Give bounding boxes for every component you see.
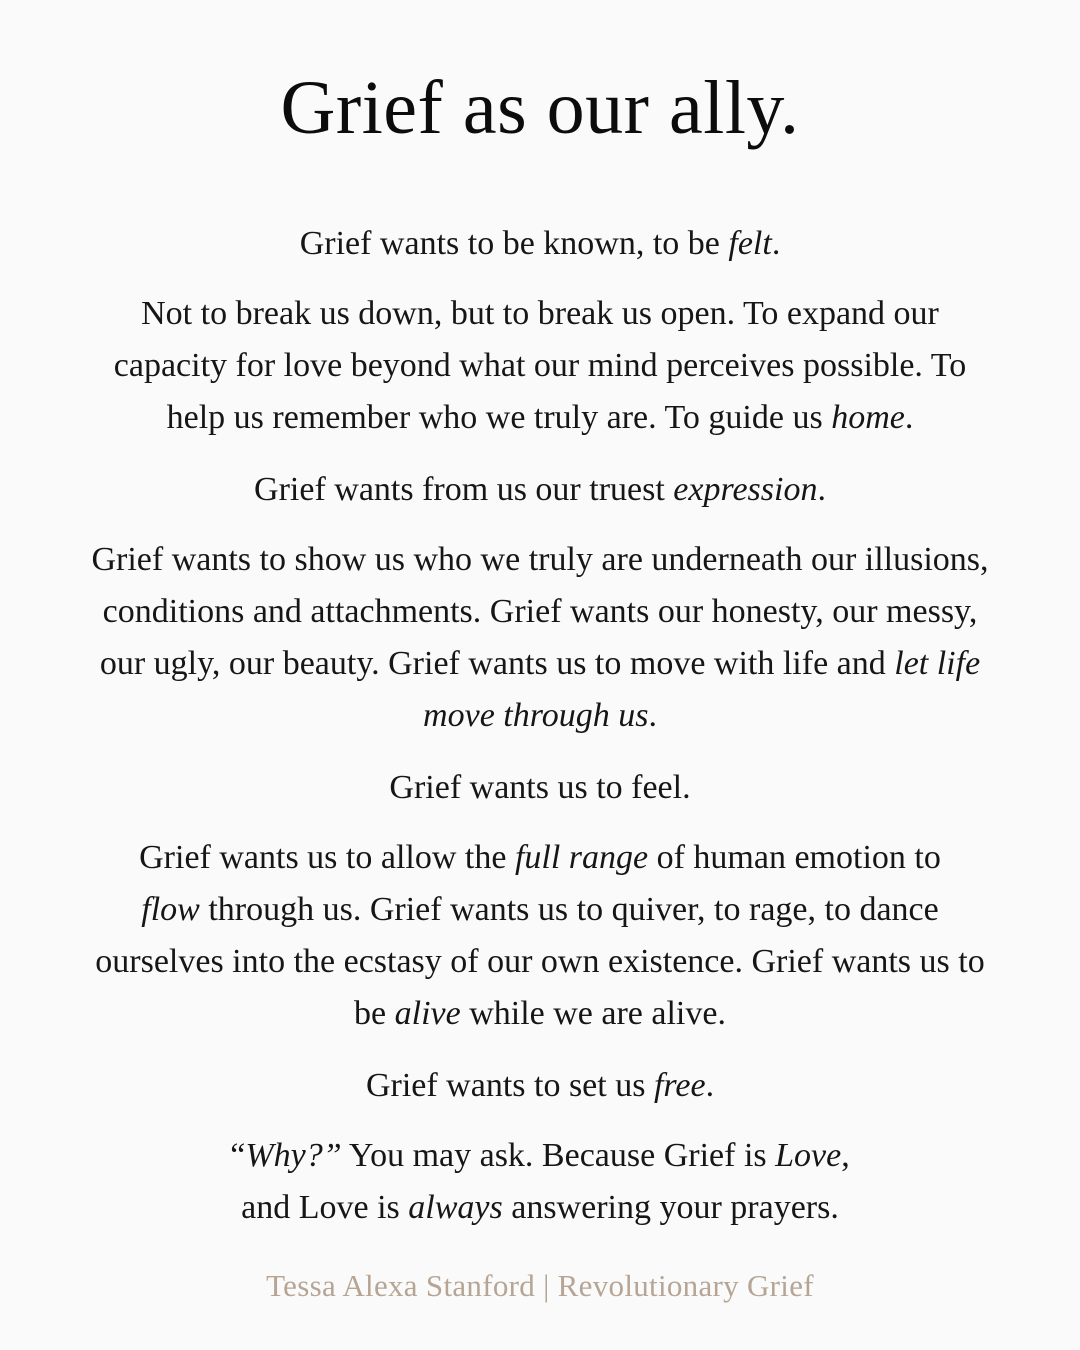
page-title: Grief as our ally. [280, 66, 800, 150]
paragraph-set-free [90, 1060, 990, 1112]
paragraph-text: . [771, 225, 781, 262]
paragraph-text: . [904, 399, 914, 436]
emphasis-text: home [831, 399, 905, 436]
paragraph-text: . [705, 1067, 715, 1104]
paragraph-text: , [841, 1137, 850, 1174]
emphasis-text: always [408, 1189, 503, 1226]
paragraph-full-range [90, 832, 990, 1040]
emphasis-text: alive [394, 995, 461, 1032]
paragraph-known-felt [90, 218, 990, 270]
paragraph-text: Grief wants us to allow the [139, 839, 515, 876]
paragraph-text: of human emotion to [648, 839, 941, 876]
paragraph-text: Grief wants from us our truest [254, 471, 674, 508]
paragraph-text: Grief wants to show us who we truly are underneath our illusions, conditions and attachments. Grief wants our honesty, our messy, our ugly, our beauty. Grief wants us to move with life and [91, 541, 989, 682]
paragraph-text: “ [230, 1137, 246, 1174]
emphasis-text: Why?” [245, 1137, 342, 1174]
paragraph-text: Not to break us down, but to break us open. To expand our capacity for love beyond what our mind perceives possible. To help us remember who we truly are. To guide us [113, 295, 967, 436]
emphasis-text: Love [775, 1137, 842, 1174]
paragraph-break-open [90, 288, 990, 444]
emphasis-text: free [653, 1067, 706, 1104]
paragraph-text: . [648, 697, 657, 734]
paragraph-text: You may ask. Because Grief is [341, 1137, 776, 1174]
paragraph-why [90, 1130, 990, 1234]
emphasis-text: felt [728, 225, 772, 262]
paragraph-text: Grief wants us to feel. [389, 769, 691, 806]
paragraph-to-feel [90, 762, 990, 814]
paragraph-truest-expression [90, 464, 990, 516]
emphasis-text: let life move through us [423, 645, 981, 734]
paragraph-text: through us. Grief wants us to quiver, to rage, to dance ourselves into the ecstasy of our own existence. Grief wants us to be [95, 891, 985, 1032]
paragraph-text: answering your prayers. [502, 1189, 839, 1226]
paragraph-text: and Love is [241, 1189, 409, 1226]
paragraph-text: Grief wants to set us [365, 1067, 654, 1104]
paragraph-text: . [817, 471, 826, 508]
paragraph-text: while we are alive. [460, 995, 726, 1032]
emphasis-text: expression [673, 471, 818, 508]
paragraph-text: Grief wants to be known, to be [299, 225, 729, 262]
emphasis-text: full range [514, 839, 649, 876]
paragraph-who-we-are [90, 534, 990, 742]
emphasis-text: flow [141, 891, 200, 928]
author-credit: Tessa Alexa Stanford | Revolutionary Grief [266, 1268, 814, 1303]
